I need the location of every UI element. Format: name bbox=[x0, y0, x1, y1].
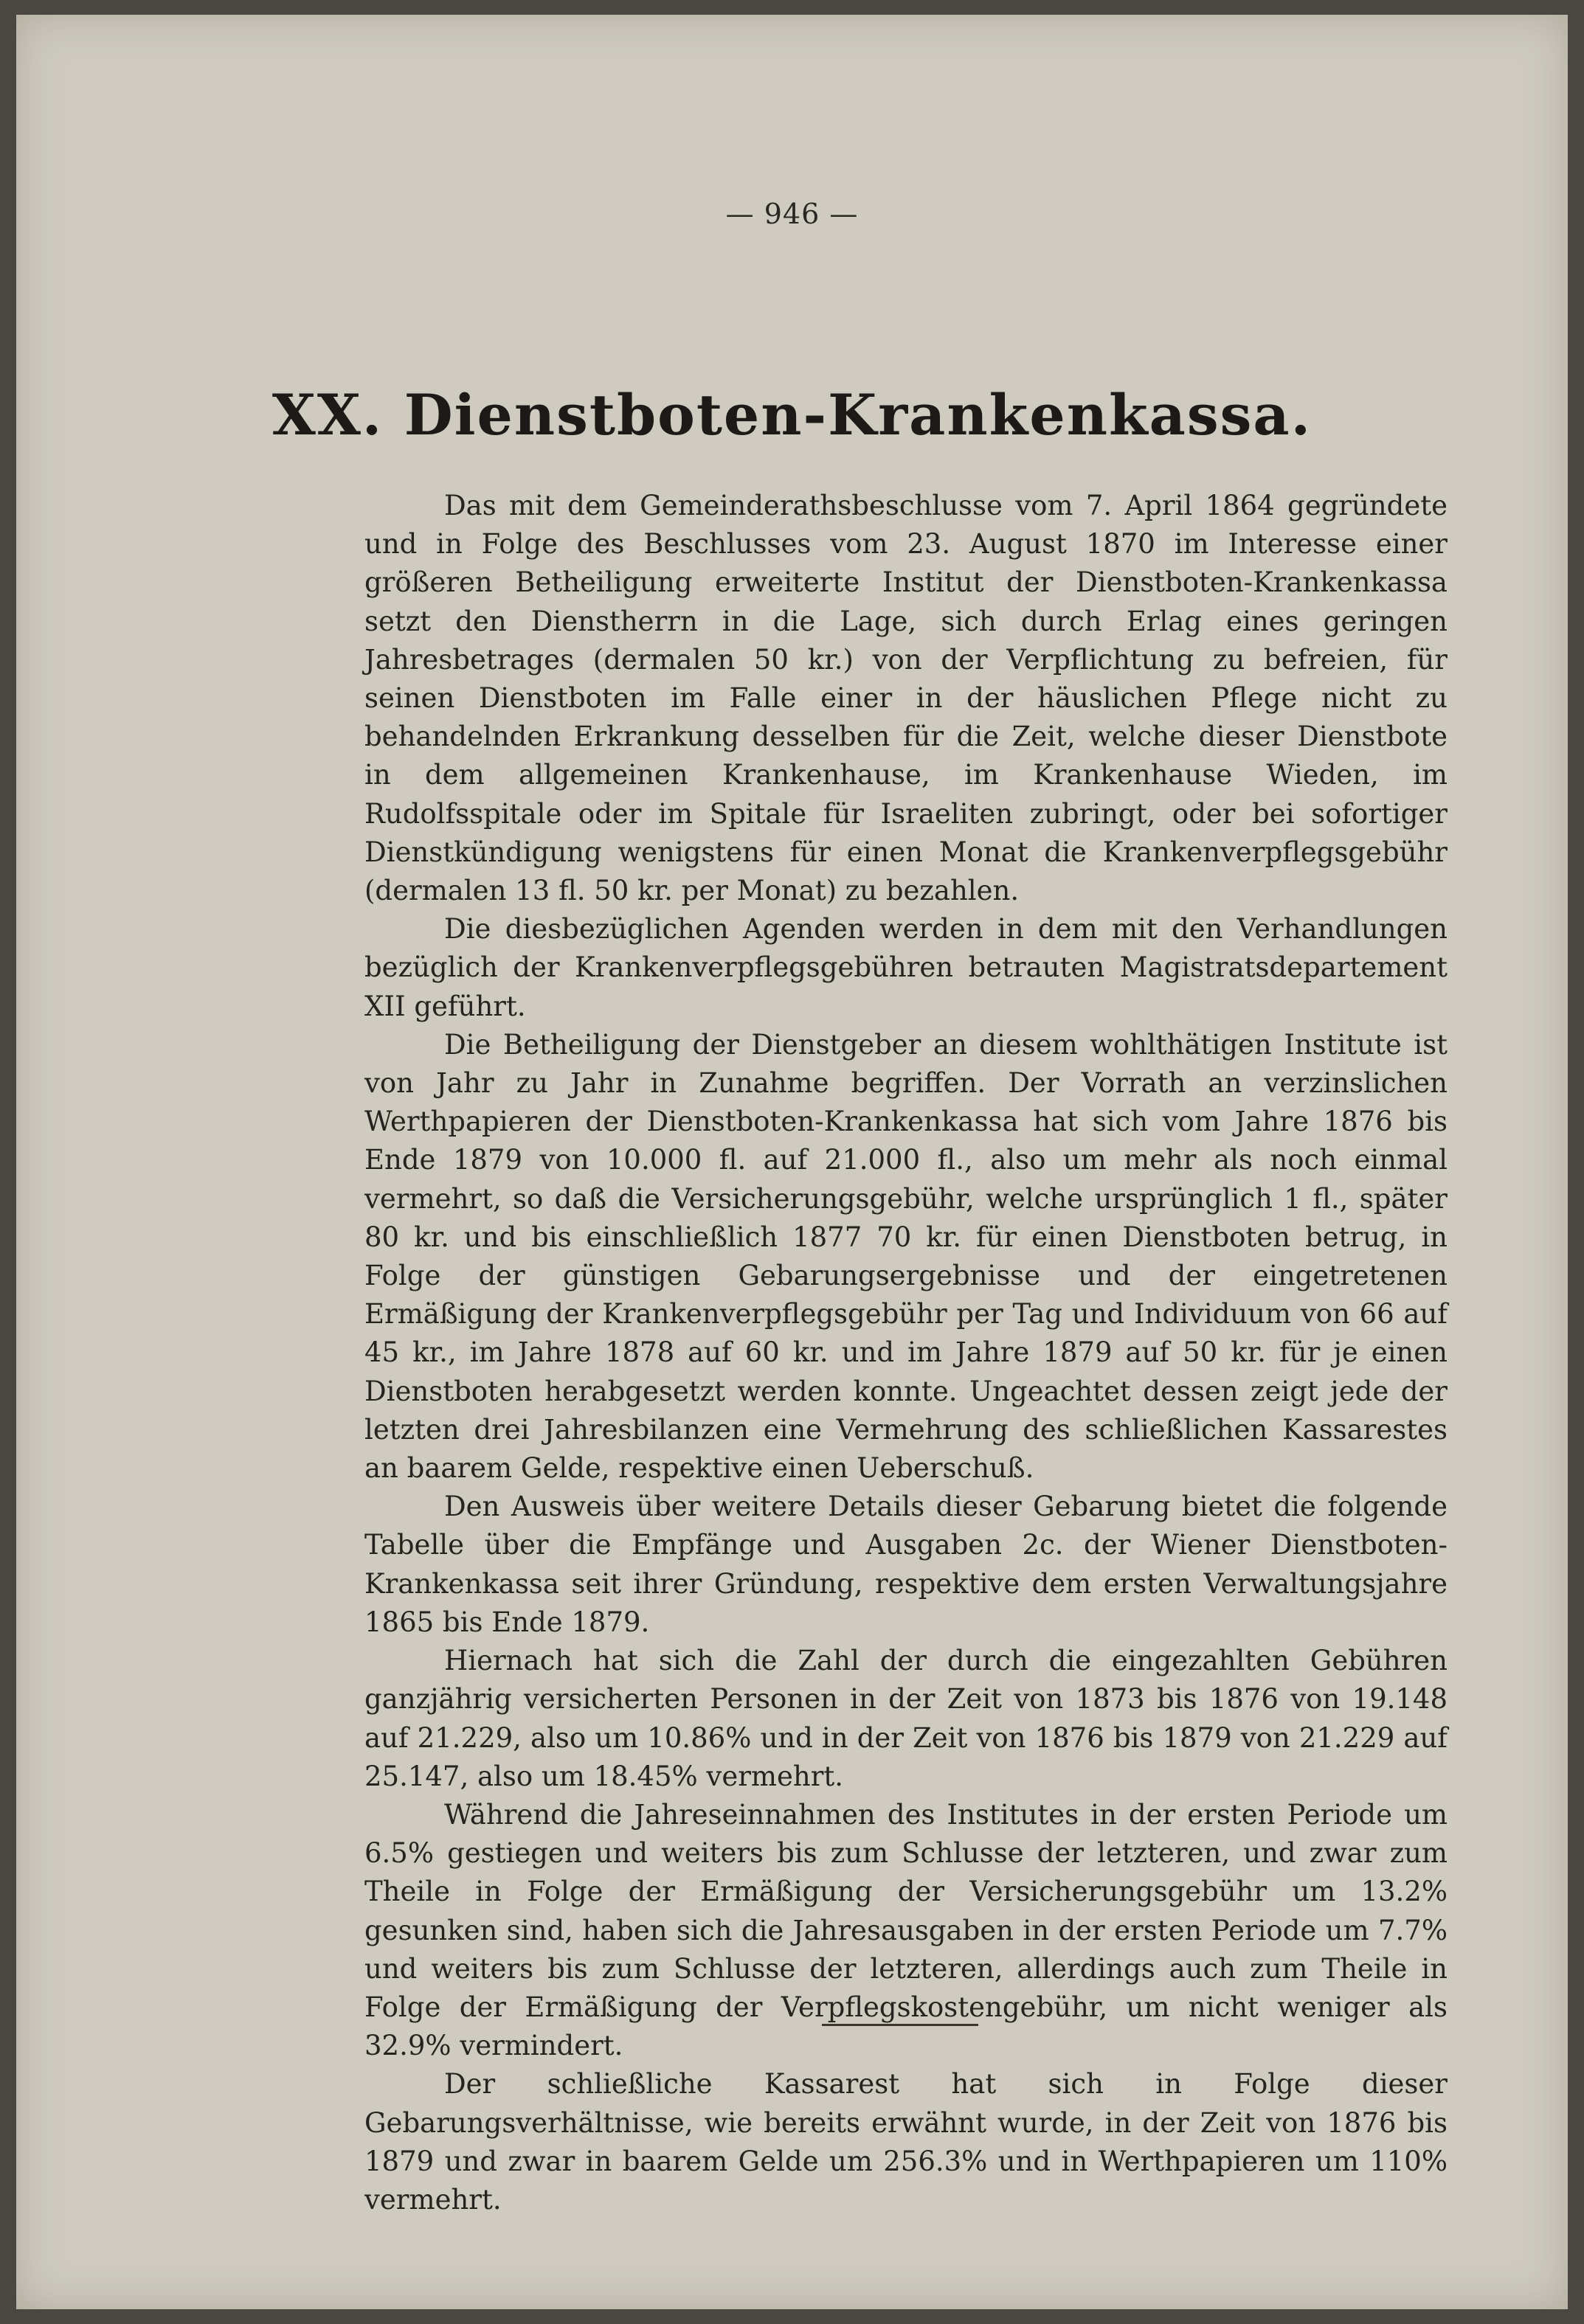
body-text bbox=[364, 487, 1448, 2219]
paragraph-income-expenses: Während die Jahreseinnahmen des Institutes in der ersten Periode um 6.5% gestiegen und weiters bis zum Schlusse der letzteren, und zwar zum Theile in Folge der Ermäßigung der Versicherungsgebühr um 13.2% gesunken sind, haben sich die Jahresausgaben in der ersten Periode um 7.7% und weiters bis zum Schlusse der letzteren, allerdings auch zum Theile in Folge der Ermäßigung der Verpflegskostengebühr, um nicht weniger als 32.9% vermindert. bbox=[364, 1798, 1448, 2062]
closing-rule bbox=[822, 2024, 978, 2026]
paragraph-institute-purpose: Das mit dem Gemeinderathsbeschlusse vom 7. April 1864 gegründete und in Folge des Beschlusses vom 23. August 1870 im Interesse einer größeren Betheiligung erweiterte Institut der Dienstboten-Krankenkassa setzt den Dienstherrn in die Lage, sich durch Erlag eines geringen Jahresbetrages (dermalen 50 kr.) von der Verpflichtung zu befreien, für seinen Dienstboten im Falle einer in der häuslichen Pflege nicht zu behandelnden Erkrankung desselben für die Zeit, welche dieser Dienstbote in dem allgemeinen Krankenhause, im Krankenhause Wieden, im Rudolfsspitale oder im Spitale für Israeliten zubringt, oder bei sofortiger Dienstkündigung wenigstens für einen Monat die Krankenverpflegsgebühr (dermalen 13 fl. 50 kr. per Monat) zu bezahlen. bbox=[364, 490, 1448, 907]
document-page bbox=[16, 15, 1568, 2309]
paragraph-insured-persons: Hiernach hat sich die Zahl der durch die eingezahlten Gebühren ganzjährig versicherten Personen in der Zeit von 1873 bis 1876 von 19.148 auf 21.229, also um 10.86% und in der Zeit von 1876 bis 1879 von 21.229 auf 25.147, also um 18.45% vermehrt. bbox=[364, 1645, 1448, 1792]
page-number: — 946 — bbox=[725, 198, 859, 230]
paragraph-table-reference: Den Ausweis über weitere Details dieser Gebarung bietet die folgende Tabelle über die Empfänge und Ausgaben 2c. der Wiener Dienstboten-Krankenkassa seit ihrer Gründung, respektive dem ersten Verwaltungsjahre 1865 bis Ende 1879. bbox=[364, 1491, 1448, 1638]
paragraph-participation: Die Betheiligung der Dienstgeber an diesem wohlthätigen Institute ist von Jahr zu Jahr in Zunahme begriffen. Der Vorrath an verzinslichen Werthpapieren der Dienstboten-Krankenkassa hat sich vom Jahre 1876 bis Ende 1879 von 10.000 fl. auf 21.000 fl., also um mehr als noch einmal vermehrt, so daß die Versicherungsgebühr, welche ursprünglich 1 fl., später 80 kr. und bis einschließlich 1877 70 kr. für einen Dienstboten betrug, in Folge der günstigen Gebarungsergebnisse und der eingetretenen Ermäßigung der Krankenverpflegsgebühr per Tag und Individuum von 66 auf 45 kr., im Jahre 1878 auf 60 kr. und im Jahre 1879 auf 50 kr. für je einen Dienstboten herabgesetzt werden konnte. Ungeachtet dessen zeigt jede der letzten drei Jahresbilanzen eine Vermehrung des schließlichen Kassarestes an baarem Gelde, respektive einen Ueberschuß. bbox=[364, 1028, 1448, 1485]
paragraph-agenda: Die diesbezüglichen Agenden werden in dem mit den Verhandlungen bezüglich der Krankenverpflegsgebühren betrauten Magistratsdepartement XII geführt. bbox=[364, 913, 1448, 1022]
section-heading: XX. Dienstboten-Krankenkassa. bbox=[272, 382, 1312, 448]
paragraph-cash-balance: Der schließliche Kassarest hat sich in Folge dieser Gebarungsverhältnisse, wie bereits erwähnt wurde, in der Zeit von 1876 bis 1879 und zwar in baarem Gelde um 256.3% und in Werthpapieren um 110% vermehrt. bbox=[364, 2068, 1448, 2216]
